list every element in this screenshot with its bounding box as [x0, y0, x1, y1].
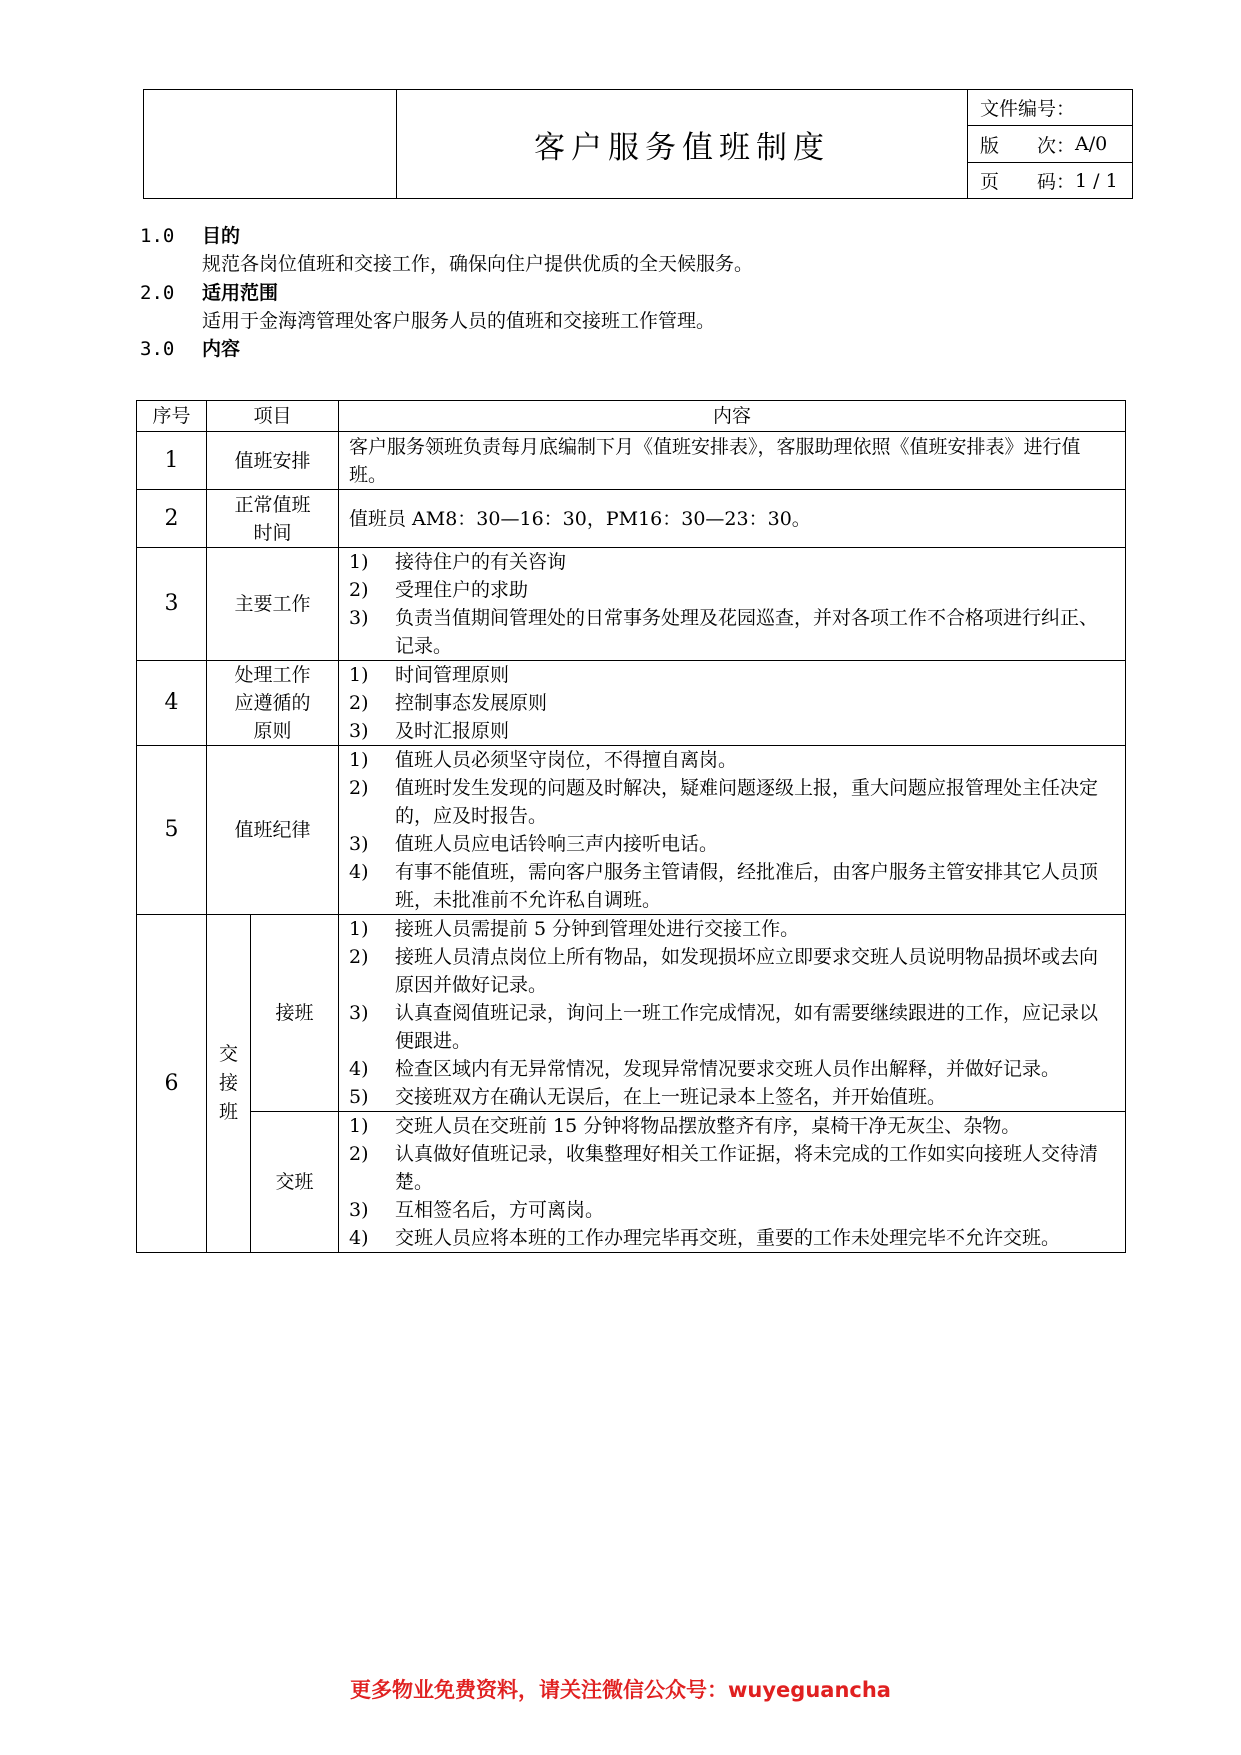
list-item: 3) 及时汇报原则: [349, 720, 510, 742]
list-item: 3) 值班人员应电话铃响三声内接听电话。: [349, 833, 719, 855]
table-row: [137, 490, 1126, 548]
section-content: [140, 335, 240, 363]
logo-cell: [144, 90, 397, 198]
list-item: 1) 接班人员需提前 5 分钟到管理处进行交接工作。: [349, 918, 800, 940]
list-item: 5) 交接班双方在确认无误后，在上一班记录本上签名，并开始值班。: [349, 1086, 947, 1108]
row-number: 2: [137, 490, 207, 548]
list-item: 3) 互相签名后，方可离岗。: [349, 1199, 605, 1221]
header-no: 序号: [137, 401, 207, 432]
section-title: 内容: [202, 338, 241, 360]
list-item: 1) 值班人员必须坚守岗位，不得擅自离岗。: [349, 749, 738, 771]
row-item: 值班纪律: [207, 746, 339, 915]
row-content: [339, 661, 1126, 746]
row-number: 1: [137, 432, 207, 490]
row-item: 主要工作: [207, 548, 339, 661]
row-content: [339, 746, 1126, 915]
doc-number-label: 文件编号：: [980, 98, 1076, 121]
section-purpose: [140, 222, 753, 278]
list-item: 1) 时间管理原则: [349, 664, 510, 686]
row-subitem: 接班: [251, 915, 339, 1112]
table-row: [137, 746, 1126, 915]
section-scope: [140, 279, 715, 335]
list-item: 4) 交班人员应将本班的工作办理完毕再交班，重要的工作未处理完毕不允许交班。: [349, 1227, 1061, 1249]
doc-number-row: [968, 90, 1132, 126]
row-group-label: 交 接 班: [207, 915, 251, 1253]
table-row: [137, 661, 1126, 746]
table-row: [137, 432, 1126, 490]
row-item: 正常值班时间: [207, 490, 339, 548]
row-item: 值班安排: [207, 432, 339, 490]
row-number: 4: [137, 661, 207, 746]
title-cell: [397, 90, 968, 198]
table-row: [137, 548, 1126, 661]
table-row: [137, 1112, 1126, 1253]
section-title: 适用范围: [202, 282, 279, 304]
section-number: 3.0: [140, 338, 175, 360]
version-label: 版 次：: [980, 134, 1076, 157]
section-title: 目的: [202, 225, 241, 247]
list-item: 1) 接待住户的有关咨询: [349, 551, 567, 573]
version-row: [968, 126, 1132, 162]
row-content: [339, 915, 1126, 1112]
list-item: 1) 交班人员在交班前 15 分钟将物品摆放整齐有序，桌椅干净无灰尘、杂物。: [349, 1115, 1021, 1137]
page-row: [968, 163, 1132, 199]
row-content: 客户服务领班负责每月底编制下月《值班安排表》，客服助理依照《值班安排表》进行值班。: [339, 432, 1126, 490]
list-item: 3) 认真查阅值班记录，询问上一班工作完成情况，如有需要继续跟进的工作，应记录以便跟进。: [349, 1002, 1099, 1052]
row-number: 5: [137, 746, 207, 915]
document-header: [143, 89, 1133, 199]
table-row: [137, 915, 1126, 1112]
list-item: 2) 受理住户的求助: [349, 579, 529, 601]
list-item: 3) 负责当值期间管理处的日常事务处理及花园巡查，并对各项工作不合格项进行纠正、记录。: [349, 607, 1099, 657]
footer-promo: 更多物业免费资料，请关注微信公众号：wuyeguancha: [350, 1678, 891, 1702]
list-item: 4) 有事不能值班，需向客户服务主管请假，经批准后，由客户服务主管安排其它人员顶班，未批准前不允许私自调班。: [349, 861, 1099, 911]
page-value: 1 / 1: [1075, 169, 1118, 192]
duty-table: [136, 400, 1126, 1253]
row-item: 处理工作应遵循的原则: [207, 661, 339, 746]
row-number: 3: [137, 548, 207, 661]
section-number: 1.0: [140, 225, 175, 247]
page-label: 页 码：: [980, 171, 1076, 194]
row-content: [339, 548, 1126, 661]
header-item: 项目: [207, 401, 339, 432]
table-header-row: [137, 401, 1126, 432]
row-subitem: 交班: [251, 1112, 339, 1253]
list-item: 2) 接班人员清点岗位上所有物品，如发现损坏应立即要求交班人员说明物品损坏或去向原因并做好记录。: [349, 946, 1099, 996]
list-item: 4) 检查区域内有无异常情况，发现异常情况要求交班人员作出解释，并做好记录。: [349, 1058, 1061, 1080]
section-body: 适用于金海湾管理处客户服务人员的值班和交接班工作管理。: [202, 310, 716, 332]
row-content: 值班员 AM8：30—16：30，PM16：30—23：30。: [339, 490, 1126, 548]
list-item: 2) 值班时发生发现的问题及时解决，疑难问题逐级上报，重大问题应报管理处主任决定的，应及时报告。: [349, 777, 1099, 827]
list-item: 2) 控制事态发展原则: [349, 692, 548, 714]
section-number: 2.0: [140, 282, 175, 304]
document-meta: [968, 90, 1132, 198]
list-item: 2) 认真做好值班记录，收集整理好相关工作证据，将未完成的工作如实向接班人交待清楚。: [349, 1143, 1099, 1193]
section-body: 规范各岗位值班和交接工作，确保向住户提供优质的全天候服务。: [202, 253, 754, 275]
document-title: 客户服务值班制度: [534, 129, 830, 166]
version-value: A/0: [1075, 133, 1108, 156]
row-content: [339, 1112, 1126, 1253]
header-content: 内容: [339, 401, 1126, 432]
row-number: 6: [137, 915, 207, 1253]
